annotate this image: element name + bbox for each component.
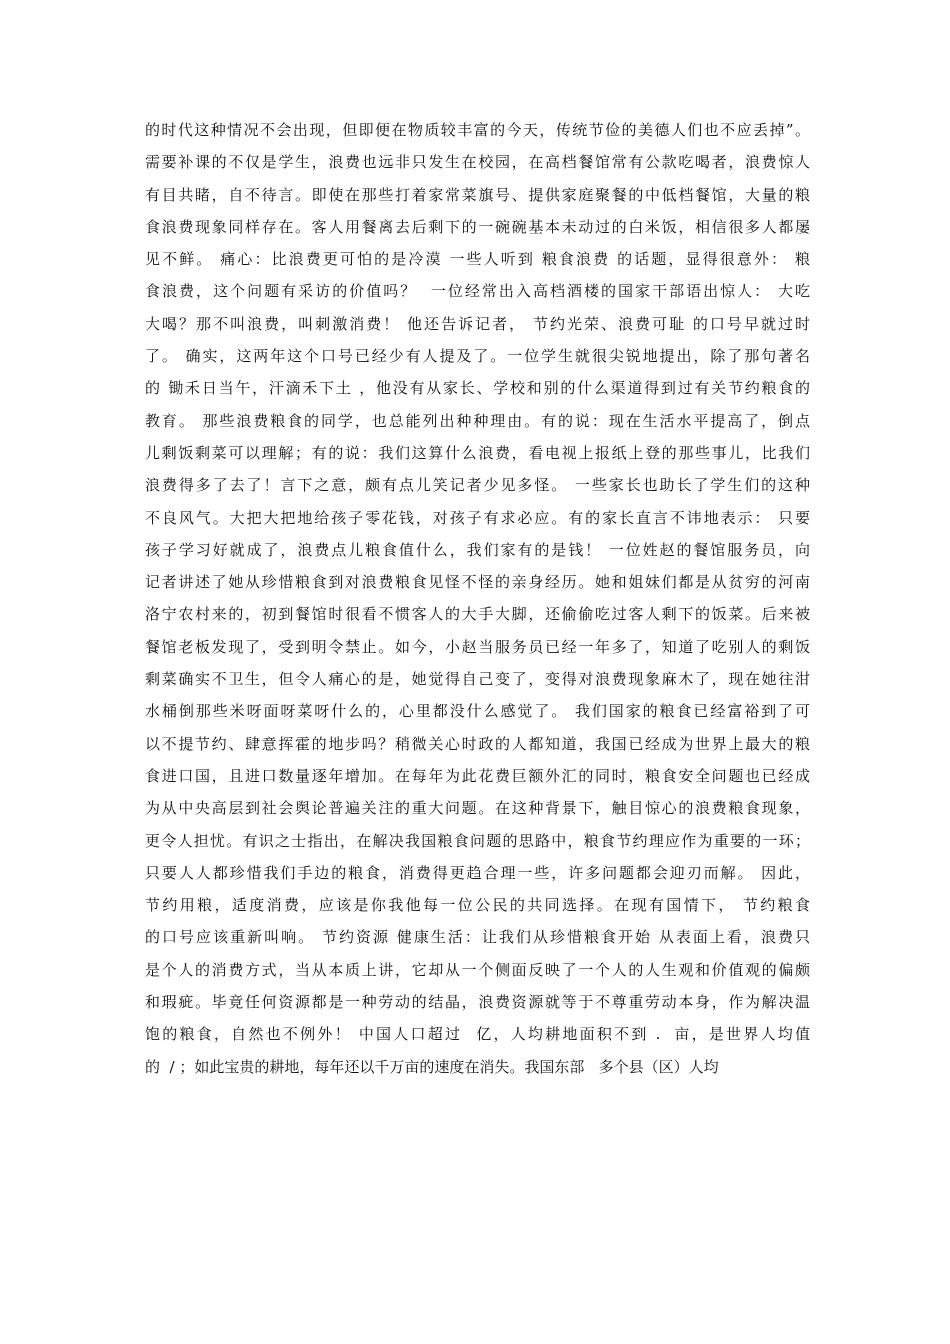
text-line: 和瑕疵。毕竟任何资源都是一种劳动的结晶，浪费资源就等于不尊重劳动本身，作为解决温 — [145, 993, 810, 1012]
text-line: 教育。 那些浪费粮食的同学，也总能列出种种理由。有的说：现在生活水平提高了，倒点 — [145, 411, 810, 430]
text-line: 记者讲述了她从珍惜粮食到对浪费粮食见怪不怪的亲身经历。她和姐妹们都是从贫穷的河南 — [145, 573, 810, 592]
text-line: 了。 确实，这两年这个口号已经少有人提及了。一位学生就很尖锐地提出，除了那句著名 — [145, 347, 810, 366]
text-line: 水桶倒那些米呀面呀菜呀什么的，心里都没什么感觉了。 我们国家的粮食已经富裕到了可 — [145, 702, 810, 721]
text-line: 为从中央高层到社会舆论普遍关注的重大问题。在这种背景下，触目惊心的浪费粮食现象， — [145, 799, 810, 818]
text-line: 是个人的消费方式，当从本质上讲，它却从一个侧面反映了一个人的人生观和价值观的偏颇 — [145, 960, 810, 979]
text-line: 餐馆老板发现了，受到明令禁止。如今，小赵当服务员已经一年多了，知道了吃别人的剩饭 — [145, 637, 810, 656]
text-line: 的口号应该重新叫响。 节约资源 健康生活：让我们从珍惜粮食开始 从表面上看，浪费只 — [145, 928, 810, 947]
text-line: 不良风气。大把大把地给孩子零花钱，对孩子有求必应。有的家长直言不讳地表示： 只要 — [145, 508, 810, 527]
text-line: 食浪费现象同样存在。客人用餐离去后剩下的一碗碗基本未动过的白米饭，相信很多人都屡 — [145, 217, 810, 236]
text-line: 的 锄禾日当午，汗滴禾下土 ，他没有从家长、学校和别的什么渠道得到过有关节约粮食的 — [145, 379, 810, 398]
text-line: 儿剩饭剩菜可以理解；有的说：我们这算什么浪费，看电视上报纸上登的那些事儿，比我们 — [145, 443, 810, 462]
text-line: 的 / ；如此宝贵的耕地，每年还以千万亩的速度在消失。我国东部 多个县（区）人均 — [145, 1057, 719, 1076]
text-line: 节约用粮，适度消费，应该是你我他每一位公民的共同选择。在现有国情下， 节约粮食 — [145, 896, 810, 915]
text-line: 孩子学习好就成了，浪费点儿粮食值什么，我们家有的是钱！ 一位姓赵的餐馆服务员，向 — [145, 540, 810, 559]
text-line: 饱的粮食，自然也不例外！ 中国人口超过 亿，人均耕地面积不到 . 亩，是世界人均值 — [145, 1025, 810, 1044]
text-line: 有目共睹，自不待言。即使在那些打着家常菜旗号、提供家庭聚餐的中低档餐馆，大量的粮 — [145, 185, 810, 204]
text-line: 只要人人都珍惜我们手边的粮食，消费得更趋合理一些，许多问题都会迎刃而解。 因此， — [145, 863, 810, 882]
text-line: 的时代这种情况不会出现，但即便在物质较丰富的今天，传统节俭的美德人们也不应丢掉”。 — [145, 121, 810, 139]
text-line: 食进口国，且进口数量逐年增加。在每年为此花费巨额外汇的同时，粮食安全问题也已经成 — [145, 766, 810, 785]
text-line: 食浪费，这个问题有采访的价值吗？ 一位经常出入高档酒楼的国家干部语出惊人： 大吃 — [145, 282, 810, 301]
text-line: 洛宁农村来的，初到餐馆时很看不惯客人的大手大脚，还偷偷吃过客人剩下的饭菜。后来被 — [145, 605, 810, 624]
body-text — [145, 114, 810, 1083]
text-line: 浪费得多了去了！言下之意，颇有点儿笑记者少见多怪。 一些家长也助长了学生们的这种 — [145, 476, 810, 495]
text-line: 需要补课的不仅是学生，浪费也远非只发生在校园，在高档餐馆常有公款吃喝者，浪费惊人 — [145, 153, 810, 172]
text-line: 剩菜确实不卫生，但令人痛心的是，她觉得自己变了，变得对浪费现象麻木了，现在她往泔 — [145, 670, 810, 689]
text-line: 更令人担忧。有识之士指出，在解决我国粮食问题的思路中，粮食节约理应作为重要的一环； — [145, 831, 810, 850]
text-line: 见不鲜。 痛心：比浪费更可怕的是冷漠 一些人听到 粮食浪费 的话题，显得很意外： 粮 — [145, 250, 810, 269]
text-line: 以不提节约、肆意挥霍的地步吗？稍微关心时政的人都知道，我国已经成为世界上最大的粮 — [145, 734, 810, 753]
text-line: 大喝？那不叫浪费，叫刺激消费！ 他还告诉记者， 节约光荣、浪费可耻 的口号早就过时 — [145, 314, 810, 333]
